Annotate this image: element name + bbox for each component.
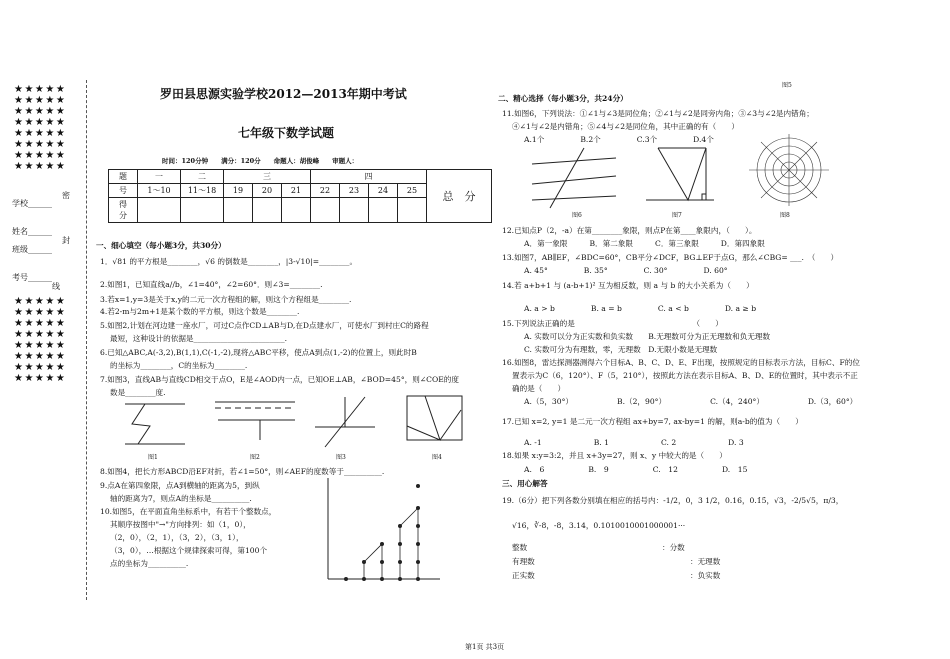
question-19a: 19.（6分）把下列各数分别填在相应的括号内：-1/2，0，3 1/2，0.16，0.1̇5̇，√3，-2/5√5，π/3， <box>502 496 844 505</box>
question-12: 12.已知点P（2，-a）在第________象限，则点P在第____象限内，（ ）。 <box>502 226 757 235</box>
option-14-d[interactable]: D. a ≥ b <box>724 304 757 313</box>
section3-title: 三、用心解答 <box>502 479 548 488</box>
option-12-b[interactable]: B．第二象限 <box>589 239 634 248</box>
category-negative-real: ：负实数 <box>690 571 721 580</box>
score-cell: 24 <box>369 184 398 198</box>
option-16-d[interactable]: D.（3，60°） <box>807 397 858 406</box>
question-10a: 10.如图5，在平面直角坐标系中，有若干个整数点， <box>100 507 277 516</box>
question-16a: 16.如图8，雷达探测器测得六个目标A、B、C、D、E、F出现，按照规定的目标表示方法，目标C、F的位 <box>502 358 860 367</box>
option-11-c[interactable]: C.3个 <box>636 135 658 144</box>
option-18-a[interactable]: A. 6 <box>524 465 545 474</box>
category-integer: 整数 <box>512 543 528 552</box>
option-18-d[interactable]: D. 15 <box>721 465 748 474</box>
question-16b: 置表示为C（6，120°）、F（5，210°），按照此方法在表示目标A、B、D、E的位置时，其中表示不正 <box>512 371 858 380</box>
figure-1-diagram <box>120 396 190 454</box>
question-10b: 其顺序按图中"→"方向排列：如（1，0）， <box>110 520 251 529</box>
score-cell: 19 <box>224 184 253 198</box>
figure-6-diagram <box>530 146 620 210</box>
option-12-a[interactable]: A．第一象限 <box>524 239 568 248</box>
name-field[interactable]: 姓名______ <box>12 227 52 236</box>
option-13-c[interactable]: C. 30° <box>643 266 668 275</box>
option-16-b[interactable]: B.（2，90°） <box>616 397 667 406</box>
question-16-options <box>524 396 893 407</box>
question-1: 1．√81 的平方根是________，√6 的倒数是________，|3-√10|=________。 <box>100 257 358 266</box>
question-12-options <box>524 238 801 249</box>
binding-dashed-line <box>86 80 87 600</box>
exam-info: 时间：120分钟 满分：120分 命题人：胡俊峰 审题人： <box>162 157 359 165</box>
option-11-b[interactable]: B.2个 <box>580 135 601 144</box>
question-10c: （2，0），（2，1），（3，2），（3，1）， <box>110 533 244 542</box>
category-positive-real: 正实数 <box>512 571 535 580</box>
fig5-caption-top: 图5 <box>782 82 792 89</box>
binding-xian: 线 <box>52 282 60 291</box>
category-irrational: ：无理数 <box>690 557 721 566</box>
question-7b: 数是________度. <box>110 388 166 397</box>
option-13-b[interactable]: B. 35° <box>583 266 608 275</box>
figure-7-caption: 图7 <box>672 212 682 219</box>
category-fraction: ：分数 <box>662 543 685 552</box>
page-footer: 第1页 共3页 <box>465 643 505 651</box>
option-16-c[interactable]: C.（4，240°） <box>710 397 764 406</box>
question-8: 8.如图4，把长方形ABCD沿EF对折，若∠1=50°，则∠AEF的度数等于__________. <box>100 467 385 476</box>
question-3: 3.若x=1,y=3是关于x,y的二元一次方程组的解，则这个方程组是________. <box>100 295 352 304</box>
figure-5-lattice-diagram <box>318 474 443 586</box>
score-cell: 11～18 <box>181 184 224 198</box>
option-12-d[interactable]: D．第四象限 <box>720 239 765 248</box>
score-input[interactable] <box>340 198 369 223</box>
option-17-c[interactable]: C. 2 <box>660 438 677 447</box>
question-18-options <box>524 464 783 475</box>
question-9a: 9.点A在第四象限，点A到横轴的距离为5，到纵 <box>100 481 260 490</box>
score-input[interactable] <box>181 198 224 223</box>
section1-title: 一、细心填空（每小题3分，共30分） <box>96 241 226 250</box>
option-12-c[interactable]: C．第三象限 <box>655 239 699 248</box>
score-cell: 三 <box>224 170 311 184</box>
subject-title: 七年级下数学试题 <box>238 126 335 140</box>
question-10d: （3，0），…根据这个规律探索可得，第100个 <box>110 546 268 555</box>
score-input[interactable] <box>253 198 282 223</box>
binding-feng: 封 <box>62 236 70 245</box>
question-13: 13.如图7，AB∥EF，∠BDC=60°，CB平分∠DCF，BG⊥EF于点G，那么∠CBG= ___. （ ） <box>502 253 839 262</box>
figure-2-diagram <box>210 396 300 454</box>
score-cell: 得 分 <box>109 198 138 223</box>
score-cell: 21 <box>282 184 311 198</box>
score-cell: 22 <box>311 184 340 198</box>
option-16-a[interactable]: A.（5，30°） <box>524 397 573 406</box>
score-cell: 一 <box>138 170 181 184</box>
question-14-options <box>524 303 792 314</box>
score-cell: 20 <box>253 184 282 198</box>
school-title: 罗田县思源实验学校2012—2013年期中考试 <box>160 87 407 101</box>
figure-2-caption: 图2 <box>250 454 260 461</box>
figure-8-caption: 图8 <box>780 212 790 219</box>
option-14-b[interactable]: B. a = b <box>590 304 622 313</box>
figure-6-caption: 图6 <box>572 212 582 219</box>
option-17-a[interactable]: A. -1 <box>524 438 542 447</box>
question-6b: 的坐标为________，C的坐标为________. <box>110 361 248 370</box>
question-17: 17.已知 x=2, y=1 是二元一次方程组 ax+by=7, ax-by=1 的解，则a-b的值为（ ） <box>502 417 803 426</box>
score-input[interactable] <box>398 198 427 223</box>
option-13-a[interactable]: A. 45° <box>524 266 548 275</box>
category-rational: 有理数 <box>512 557 535 566</box>
score-input[interactable] <box>282 198 311 223</box>
score-cell: 号 <box>109 184 138 198</box>
option-14-c[interactable]: C. a < b <box>657 304 689 313</box>
question-18: 18.如果 x:y=3:2，并且 x+3y=27，则 x、y 中较大的是（ ） <box>502 451 727 460</box>
option-18-c[interactable]: C. 12 <box>652 465 678 474</box>
question-6a: 6.已知△ABC,A(-3,2),B(1,1),C(-1,-2),现将△ABC平移，使点A到点(1,-2)的位置上，则此时B <box>100 348 417 357</box>
score-input[interactable] <box>138 198 181 223</box>
question-11a: 11.如图6，下列说法：①∠1与∠3是同位角；②∠1与∠2是同旁内角；③∠3与∠2是内错角； <box>502 109 814 118</box>
figure-3-caption: 图3 <box>336 454 346 461</box>
figure-7-diagram <box>640 144 720 208</box>
option-11-d[interactable]: D.4个 <box>693 135 714 144</box>
question-15-options-cd[interactable]: C. 实数可分为有理数，零，无理数 D.无限小数是无理数 <box>524 345 718 354</box>
question-5a: 5.如图2,计划在河边建一座水厂，可过C点作CD⊥AB与D,在D点建水厂，可使水厂到村庄C的路程 <box>100 321 429 330</box>
option-13-d[interactable]: D. 60° <box>703 266 728 275</box>
option-18-b[interactable]: B. 9 <box>588 465 609 474</box>
score-input[interactable] <box>369 198 398 223</box>
score-input[interactable] <box>224 198 253 223</box>
star-decoration-top: ★★★★★★★★★★★★★★★★★★★★★★★★★★★★★★★★★★★★★★★★ <box>14 84 67 172</box>
school-field[interactable]: 学校______ <box>12 199 52 208</box>
option-11-a[interactable]: A.1个 <box>524 135 545 144</box>
score-cell: 四 <box>311 170 427 184</box>
question-13-options <box>524 265 764 276</box>
figure-3-diagram <box>310 392 380 452</box>
score-input[interactable] <box>311 198 340 223</box>
figure-4-caption: 图4 <box>432 454 442 461</box>
option-17-b[interactable]: B. 1 <box>593 438 609 447</box>
score-cell: 23 <box>340 184 369 198</box>
figure-4-diagram <box>395 386 475 452</box>
question-10e: 点的坐标为__________. <box>110 559 189 568</box>
score-cell: 1～10 <box>138 184 181 198</box>
figure-8-radar-diagram <box>745 132 835 212</box>
exam-number-field[interactable]: 考号______ <box>12 273 52 282</box>
question-9b: 轴的距离为7，则点A的坐标是__________. <box>110 494 252 503</box>
question-11b: ④∠1与∠2是内错角；⑤∠4与∠2是同位角，其中正确的有（ ） <box>512 122 740 131</box>
question-15-options-ab[interactable]: A. 实数可以分为正实数和负实数 B.无理数可分为正无理数和负无理数 <box>524 332 771 341</box>
option-17-d[interactable]: D. 3 <box>728 438 744 447</box>
score-total-header: 总 分 <box>427 170 492 223</box>
question-7a: 7.如图3，直线AB与直线CD相交于点O，E是∠AOD内一点，已知OE⊥AB，∠BOD=45°，则∠COE的度 <box>100 375 459 384</box>
score-table <box>108 169 492 223</box>
question-2: 2.如图1，已知直线a//b，∠1=40°，∠2=60°．则∠3=________. <box>100 280 323 289</box>
score-cell: 二 <box>181 170 224 184</box>
star-decoration-bottom: ★★★★★★★★★★★★★★★★★★★★★★★★★★★★★★★★★★★★★★★★ <box>14 296 67 384</box>
section2-title: 二、精心选择（每小题3分，共24分） <box>498 94 628 103</box>
score-cell: 题 <box>109 170 138 184</box>
question-14: 14.若 a+b+1 与 (a-b+1)² 互为相反数，则 a 与 b 的大小关系为（ ） <box>502 281 754 290</box>
question-4: 4.若2-m与2m+1是某个数的平方根，则这个数是________. <box>100 307 300 316</box>
question-16c: 确的是（ ） <box>512 384 566 393</box>
score-cell: 25 <box>398 184 427 198</box>
question-15: 15.下列说法正确的是 （ ） <box>502 319 723 328</box>
question-5b: 最短，这种设计的依据是________________________. <box>110 334 288 343</box>
class-field[interactable]: 班级______ <box>12 245 52 254</box>
question-17-options <box>524 437 780 448</box>
figure-1-caption: 图1 <box>148 454 158 461</box>
option-14-a[interactable]: A. a > b <box>524 304 555 313</box>
binding-mi: 密 <box>62 191 70 200</box>
question-19b: √16，∛-8，-8，3.14，0.1010010001000001··· <box>512 521 686 530</box>
